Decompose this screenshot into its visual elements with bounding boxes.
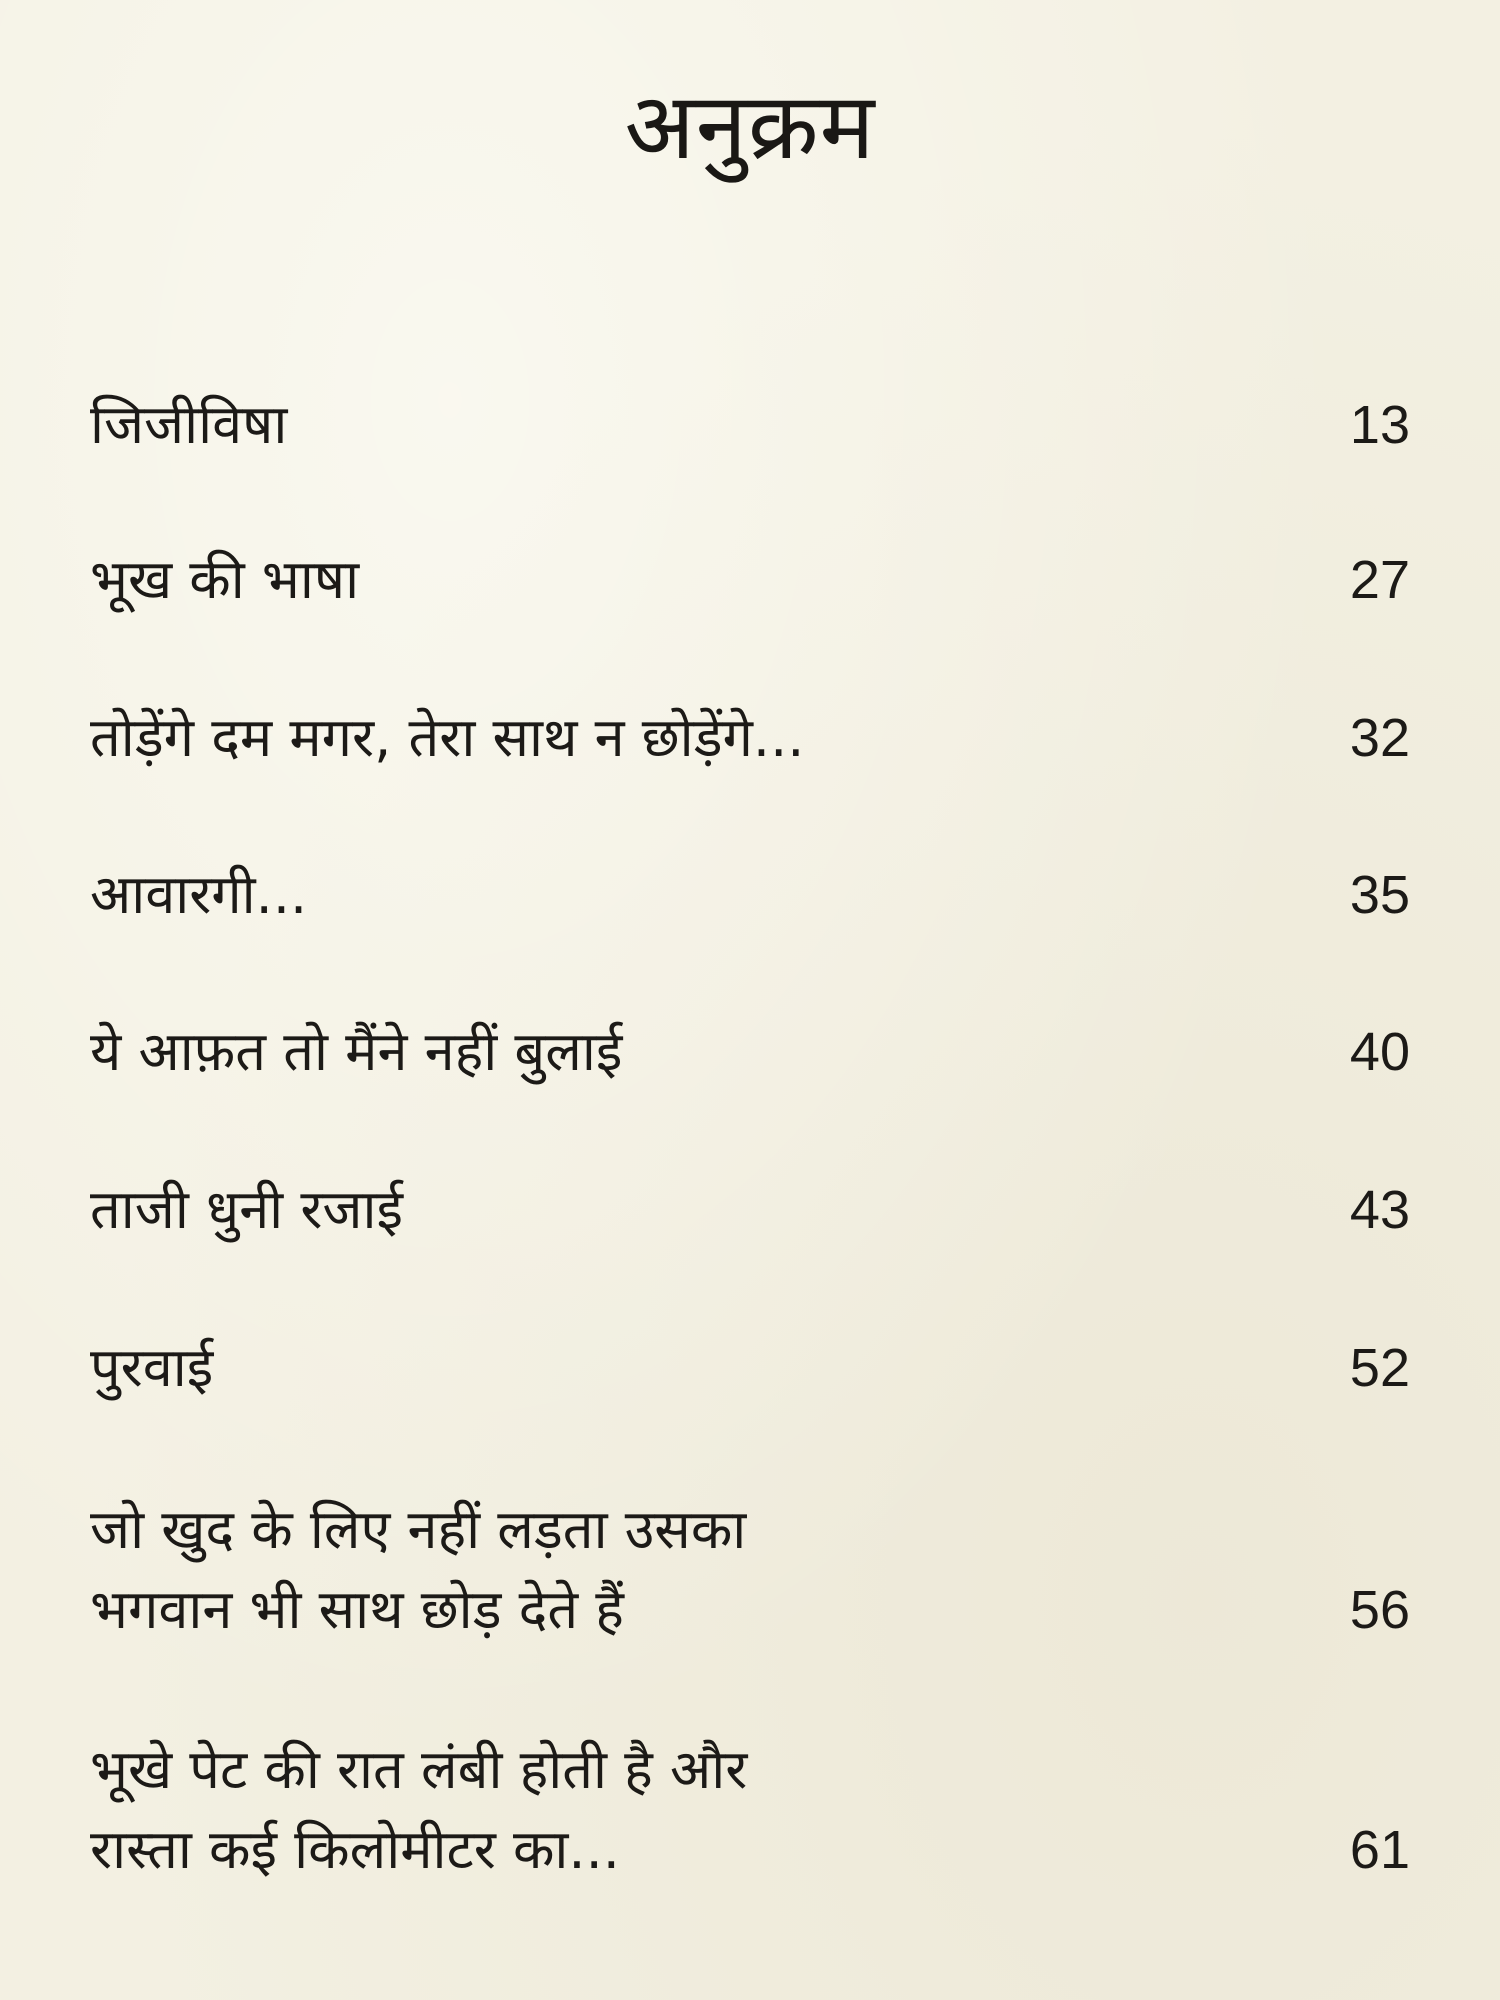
toc-entry-page: 40 bbox=[1349, 1022, 1410, 1082]
toc-entry bbox=[90, 1328, 1410, 1408]
toc-entry-page: 61 bbox=[1349, 1820, 1410, 1880]
toc-entry bbox=[90, 698, 1410, 778]
page-title: अनुक्रम bbox=[624, 73, 876, 180]
toc-entry bbox=[90, 540, 1410, 620]
toc-entry bbox=[90, 1012, 1410, 1092]
toc-entry-title: जो खुद के लिए नहीं लड़ता उसका भगवान भी साथ छोड़ देते हैं bbox=[90, 1498, 747, 1641]
toc-entry-page: 32 bbox=[1349, 708, 1410, 768]
toc-entry-title: पुरवाई bbox=[90, 1336, 214, 1399]
toc-entry-page: 56 bbox=[1349, 1580, 1410, 1640]
toc-entry bbox=[90, 855, 1410, 935]
toc-entry-page: 27 bbox=[1349, 550, 1410, 610]
table-of-contents bbox=[90, 0, 1410, 2000]
toc-entry-title: ये आफ़त तो मैंने नहीं बुलाई bbox=[90, 1020, 623, 1083]
toc-entry bbox=[90, 385, 1410, 465]
toc-entry-title: तोड़ेंगे दम मगर, तेरा साथ न छोड़ेंगे... bbox=[90, 706, 805, 769]
toc-entry-page: 43 bbox=[1349, 1180, 1410, 1240]
toc-entry bbox=[90, 1480, 1410, 1650]
toc-entry bbox=[90, 1170, 1410, 1250]
toc-entry-title: भूखे पेट की रात लंबी होती है और रास्ता कई किलोमीटर का... bbox=[90, 1738, 748, 1881]
toc-entry-page: 52 bbox=[1349, 1338, 1410, 1398]
toc-entry-title: भूख की भाषा bbox=[90, 548, 360, 611]
toc-entry-page: 35 bbox=[1349, 865, 1410, 925]
toc-entry-title: जिजीविषा bbox=[90, 393, 288, 456]
toc-entry-title: ताजी धुनी रजाई bbox=[90, 1178, 403, 1241]
toc-entry-title: आवारगी... bbox=[90, 863, 308, 926]
toc-entry-page: 13 bbox=[1349, 395, 1410, 455]
toc-entry bbox=[90, 1720, 1410, 1890]
